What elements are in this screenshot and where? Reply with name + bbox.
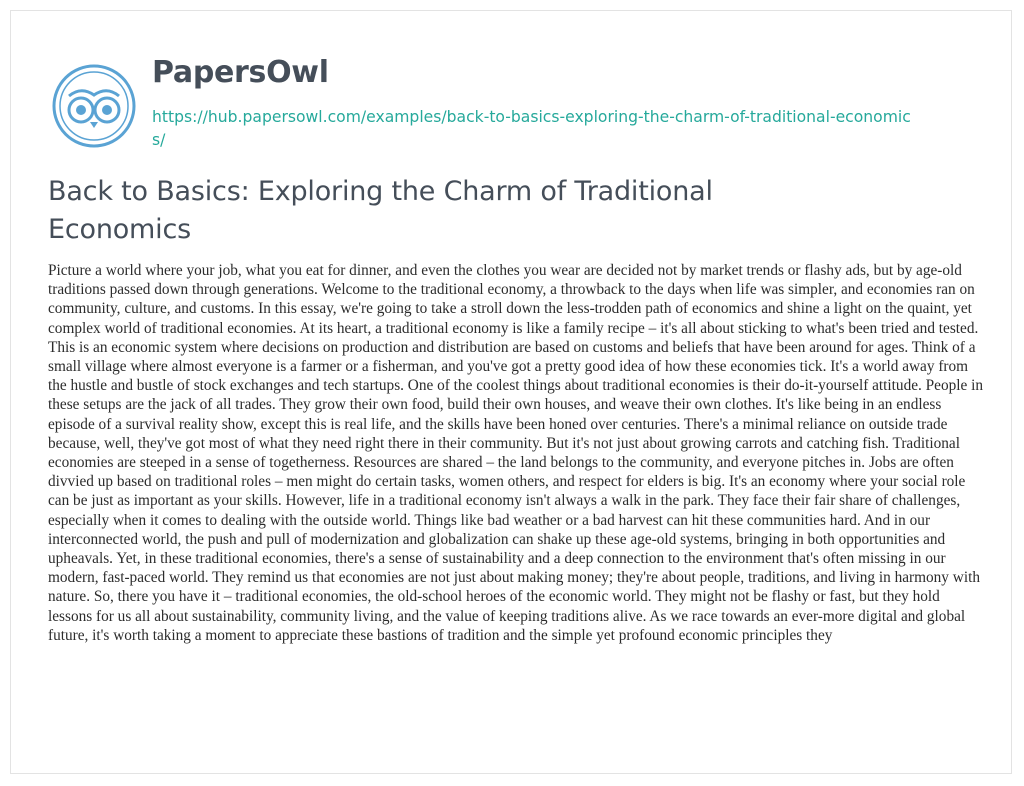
source-url-link[interactable]: https://hub.papersowl.com/examples/back-to-basics-exploring-the-charm-of-traditional-economics/ xyxy=(152,108,911,149)
essay-title: Back to Basics: Exploring the Charm of Traditional Economics xyxy=(48,176,713,245)
essay-body: Picture a world where your job, what you eat for dinner, and even the clothes you wear are decided not by market trends or flashy ads, but by age-old traditions passed down through generations. Welcome to the traditional economy, a throwback to the days when life was simpler, and economies ran on community, culture, and customs. In this essay, we're going to take a stroll down the less-trodden path of economics and shine a light on the quaint, yet complex world of traditional economies. At its heart, a traditional economy is like a family recipe – it's all about sticking to what's been tried and tested. This is an economic system where decisions on production and distribution are based on customs and beliefs that have been around for ages. Think of a small village where almost everyone is a farmer or a fisherman, and you've got a pretty good idea of how these economies tick. It's a world away from the hustle and bustle of stock exchanges and tech startups. One of the coolest things about traditional economies is their do-it-yourself attitude. People in these setups are the jack of all trades. They grow their own food, build their own houses, and weave their own clothes. It's like being in an endless episode of a survival reality show, except this is real life, and the skills have been honed over centuries. There's a minimal reliance on outside trade because, well, they've got most of what they need right there in their community. But it's not just about growing carrots and catching fish. Traditional economies are steeped in a sense of togetherness. Resources are shared – the land belongs to the community, and everyone pitches in. Jobs are often divvied up based on traditional roles – men might do certain tasks, women others, and respect for elders is big. It's an economy where your social role can be just as important as your skills. However, life in a traditional economy isn't always a walk in the park. They face their fair share of challenges, especially when it comes to dealing with the outside world. Things like bad weather or a bad harvest can hit these communities hard. And in our interconnected world, the push and pull of modernization and globalization can shake up these age-old systems, bringing in both opportunities and upheavals. Yet, in these traditional economies, there's a sense of sustainability and a deep connection to the environment that's often missing in our modern, fast-paced world. They remind us that economies are not just about making money; they're about people, traditions, and living in harmony with nature. So, there you have it – traditional economies, the old-school heroes of the economic world. They might not be flashy or fast, but they hold lessons for us all about sustainability, community living, and the value of keeping traditions alive. As we race towards an ever-more digital and global future, it's worth taking a moment to appreciate these bastions of tradition and the simple yet profound economic principles they xyxy=(48,262,984,644)
owl-eyes-icon xyxy=(50,62,138,150)
brand-name: PapersOwl xyxy=(152,55,329,90)
